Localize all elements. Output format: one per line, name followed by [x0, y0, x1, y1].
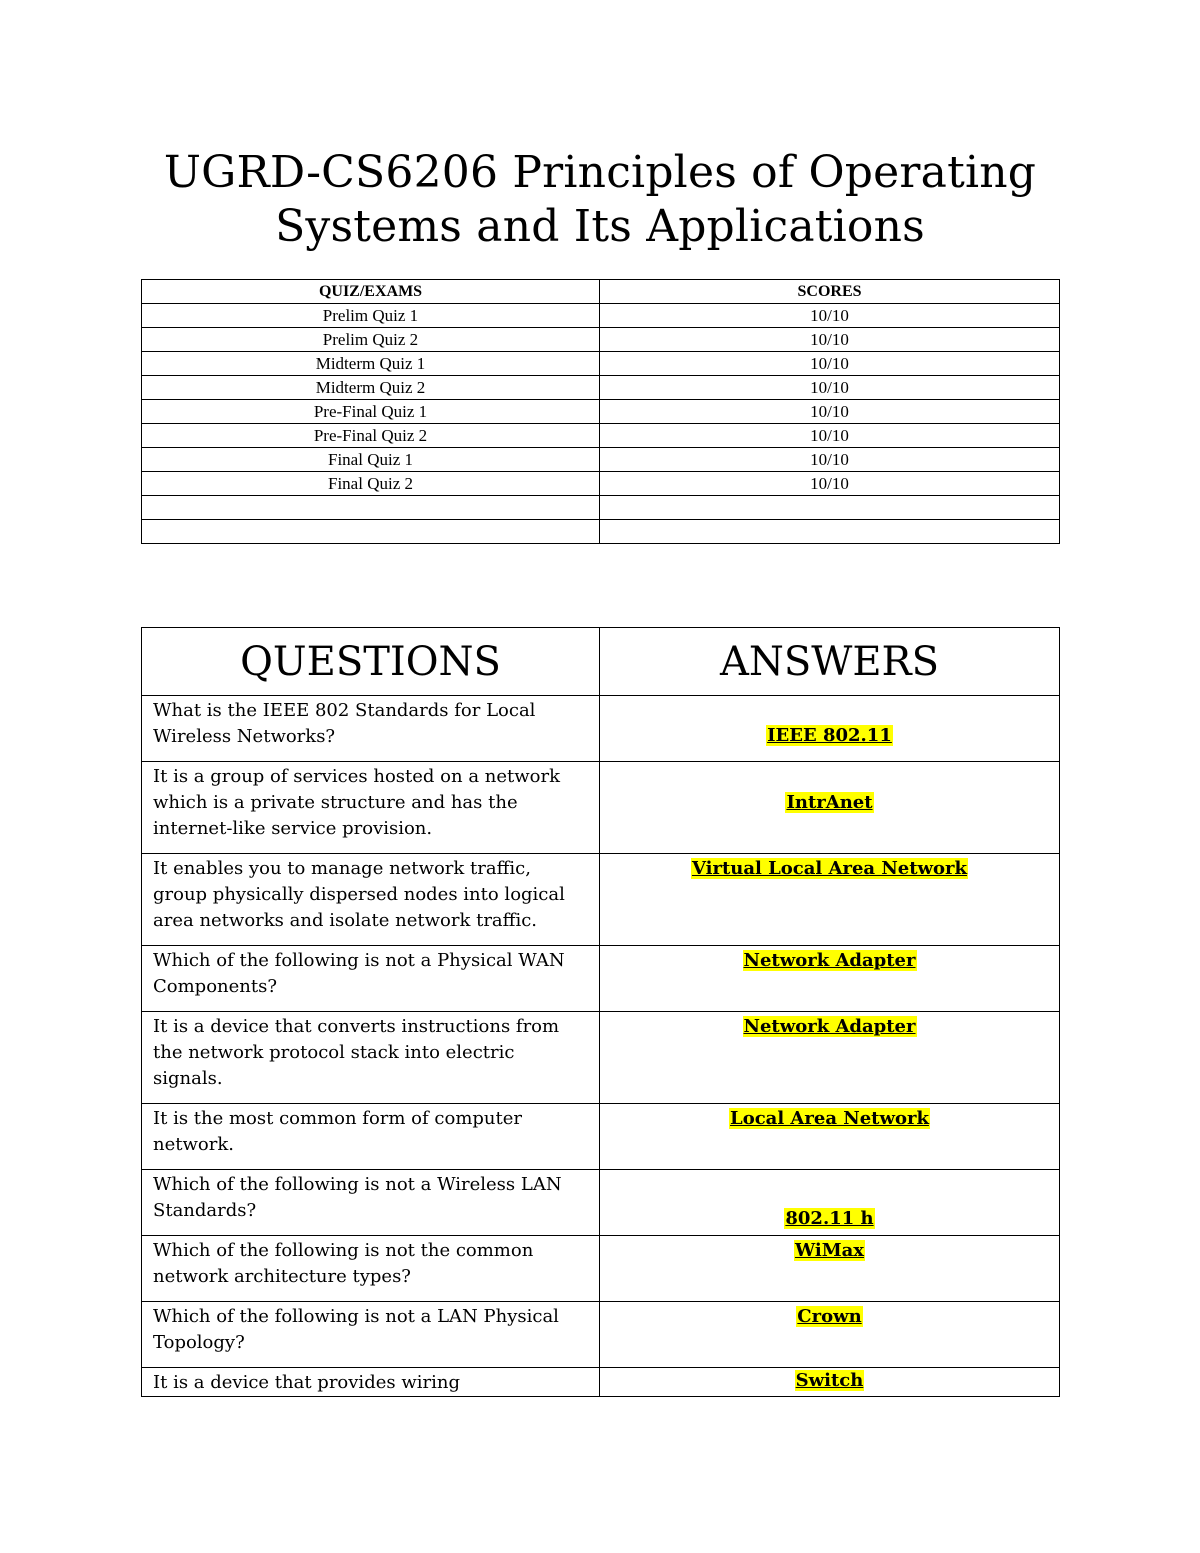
- answer-cell: [600, 1012, 1060, 1104]
- quiz-name: Final Quiz 2: [142, 472, 600, 496]
- page-title: [0, 146, 1200, 254]
- quiz-score: [600, 496, 1060, 520]
- quiz-exams-header: QUIZ/EXAMS: [142, 280, 600, 304]
- quiz-score: 10/10: [600, 376, 1060, 400]
- qa-header-row: [142, 628, 1060, 696]
- question-text: It is a group of services hosted on a network which is a private structure and has the internet-like service provision.: [142, 762, 600, 854]
- table-row: [142, 762, 1060, 854]
- answer-text: Local Area Network: [730, 1108, 929, 1129]
- question-text: Which of the following is not a LAN Physical Topology?: [142, 1302, 600, 1368]
- answer-text: Network Adapter: [743, 950, 916, 971]
- quiz-score: 10/10: [600, 328, 1060, 352]
- quiz-name: Pre-Final Quiz 2: [142, 424, 600, 448]
- table-row: [142, 946, 1060, 1012]
- answer-text: Switch: [795, 1370, 864, 1391]
- table-row: [142, 472, 1060, 496]
- question-text: What is the IEEE 802 Standards for Local Wireless Networks?: [142, 696, 600, 762]
- answer-text: 802.11 h: [785, 1208, 874, 1229]
- table-row: [142, 376, 1060, 400]
- quiz-score: 10/10: [600, 424, 1060, 448]
- quiz-score: [600, 520, 1060, 544]
- title-line-2: Systems and Its Applications: [275, 201, 925, 252]
- table-row: [142, 1368, 1060, 1397]
- quiz-score: 10/10: [600, 472, 1060, 496]
- answer-text: IntrAnet: [786, 792, 873, 813]
- table-row: [142, 304, 1060, 328]
- table-row: [142, 1302, 1060, 1368]
- answer-cell: [600, 1104, 1060, 1170]
- answer-text: Crown: [797, 1306, 862, 1327]
- answer-cell: [600, 1368, 1060, 1397]
- question-text: It enables you to manage network traffic, group physically dispersed nodes into logical area networks and isolate network traffic.: [142, 854, 600, 946]
- answer-cell: [600, 946, 1060, 1012]
- title-line-1: UGRD-CS6206 Principles of Operating: [163, 147, 1037, 198]
- quiz-name: Midterm Quiz 2: [142, 376, 600, 400]
- quiz-score: 10/10: [600, 352, 1060, 376]
- answer-cell: [600, 854, 1060, 946]
- table-row: [142, 854, 1060, 946]
- answer-text: WiMax: [794, 1240, 865, 1261]
- question-text: It is a device that provides wiring: [142, 1368, 600, 1397]
- question-text: Which of the following is not a Wireless LAN Standards?: [142, 1170, 600, 1236]
- questions-header: QUESTIONS: [142, 628, 600, 696]
- answer-cell: [600, 1302, 1060, 1368]
- table-row: [142, 1012, 1060, 1104]
- answers-header: ANSWERS: [600, 628, 1060, 696]
- quiz-name: Prelim Quiz 1: [142, 304, 600, 328]
- table-row: [142, 520, 1060, 544]
- quiz-score: 10/10: [600, 304, 1060, 328]
- questions-answers-table: [141, 627, 1060, 1397]
- table-row: [142, 424, 1060, 448]
- question-text: Which of the following is not the common network architecture types?: [142, 1236, 600, 1302]
- quiz-name: Pre-Final Quiz 1: [142, 400, 600, 424]
- table-row: [142, 496, 1060, 520]
- answer-cell: [600, 1170, 1060, 1236]
- scores-table: [141, 279, 1060, 544]
- quiz-score: 10/10: [600, 448, 1060, 472]
- answer-cell: [600, 1236, 1060, 1302]
- answer-cell: [600, 762, 1060, 854]
- quiz-name: Prelim Quiz 2: [142, 328, 600, 352]
- table-row: [142, 1236, 1060, 1302]
- quiz-score: 10/10: [600, 400, 1060, 424]
- scores-header: SCORES: [600, 280, 1060, 304]
- quiz-name: Final Quiz 1: [142, 448, 600, 472]
- table-row: [142, 352, 1060, 376]
- table-row: [142, 696, 1060, 762]
- quiz-name: [142, 496, 600, 520]
- answer-text: Virtual Local Area Network: [691, 858, 968, 879]
- answer-text: IEEE 802.11: [767, 725, 892, 746]
- question-text: Which of the following is not a Physical WAN Components?: [142, 946, 600, 1012]
- table-row: [142, 448, 1060, 472]
- table-row: [142, 328, 1060, 352]
- quiz-name: Midterm Quiz 1: [142, 352, 600, 376]
- answer-cell: [600, 696, 1060, 762]
- table-row: [142, 1104, 1060, 1170]
- quiz-name: [142, 520, 600, 544]
- table-row: [142, 400, 1060, 424]
- scores-header-row: [142, 280, 1060, 304]
- answer-text: Network Adapter: [743, 1016, 916, 1037]
- question-text: It is a device that converts instructions from the network protocol stack into electric signals.: [142, 1012, 600, 1104]
- question-text: It is the most common form of computer network.: [142, 1104, 600, 1170]
- table-row: [142, 1170, 1060, 1236]
